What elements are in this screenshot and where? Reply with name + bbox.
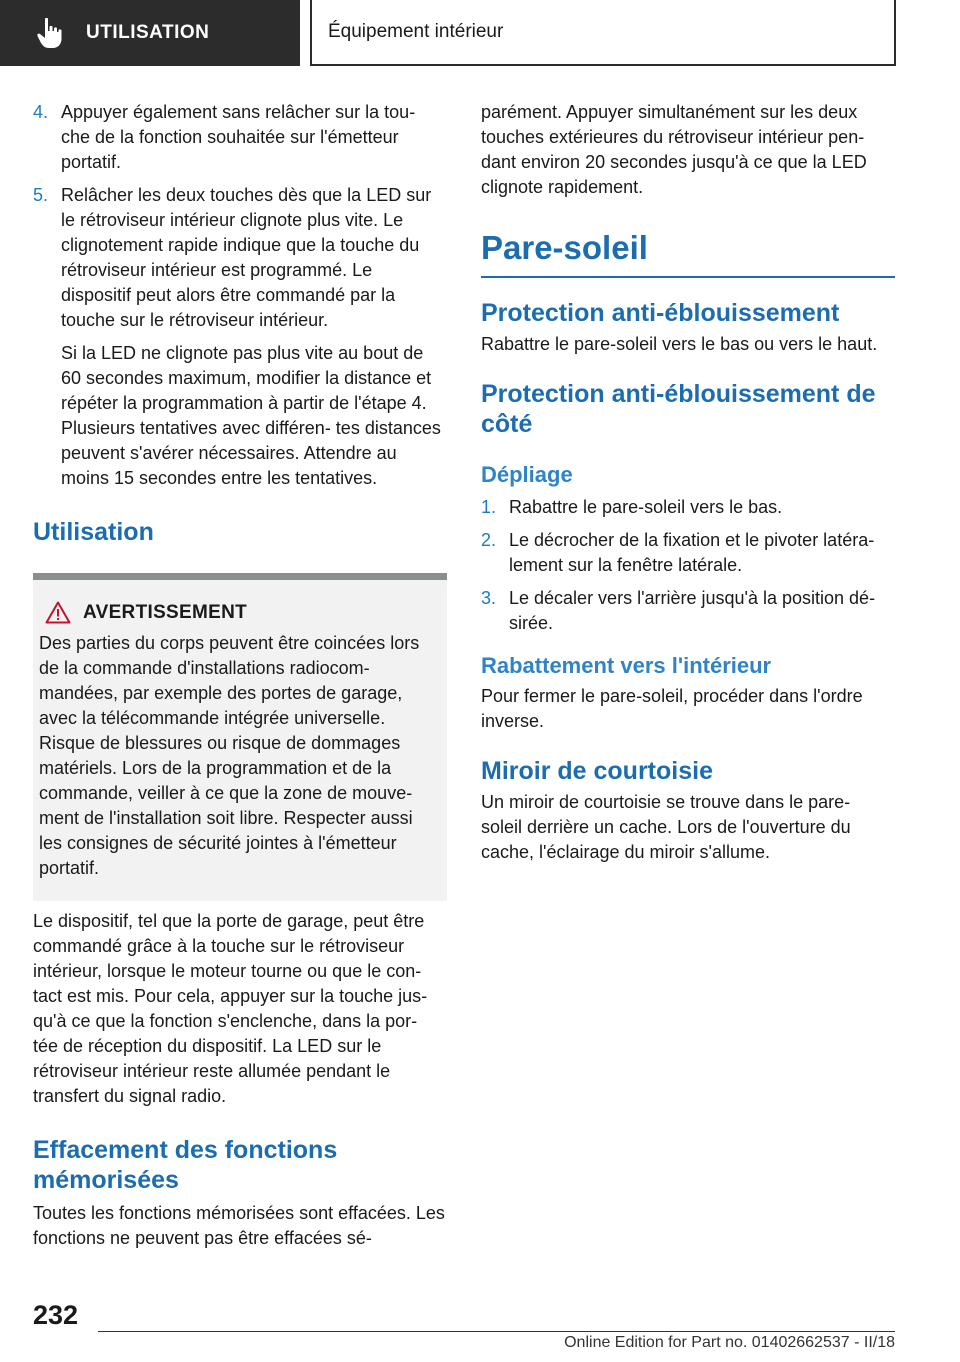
heading-protection: Protection anti-éblouissement — [481, 299, 840, 327]
hand-pointer-icon — [36, 17, 64, 49]
step-number: 2. — [481, 530, 497, 550]
step-number: 3. — [481, 588, 497, 608]
page-number: 232 — [33, 1300, 79, 1330]
step-number: 5. — [33, 185, 49, 205]
warning-title: AVERTISSEMENT — [83, 602, 248, 623]
step-number: 4. — [33, 102, 49, 122]
continuation-text: parément. Appuyer simultanément sur les deux touches extérieures du rétroviseur intérieur pen‐ dant environ 20 secondes jusqu'à ce que la LED clignote rapidement. — [481, 102, 867, 197]
step-text: Si la LED ne clignote pas plus vite au bout de 60 secondes maximum, modifier la distance et répéter la programmation à partir de l'étape 4. Plusieurs tentatives avec différen‐ tes distances peuvent s'avérer nécessaires. Attendre au moins 15 secondes entre les tentatives. — [61, 343, 441, 488]
footer-rule — [98, 1331, 895, 1332]
warning-triangle-icon — [45, 601, 71, 624]
depliage-steps — [481, 495, 895, 636]
utilisation-text: Le dispositif, tel que la porte de garage, peut être commandé grâce à la touche sur le rétroviseur intérieur, lorsque le moteur tourne ou que le con‐ tact est mis. Pour cela, appuyer sur la touche jus‐ qu'à ce que la fonction s'enclenche, dans la por‐ tée de réception du dispositif. La LED sur le rétroviseur intérieur reste allumée pendant le transfert du signal radio. — [33, 911, 428, 1106]
chapter-title: Équipement intérieur — [310, 0, 896, 66]
right-column — [481, 100, 895, 865]
step-text: Le décrocher de la fixation et le pivoter latéra‐ lement sur la fenêtre latérale. — [509, 530, 875, 575]
heading-rabattement: Rabattement vers l'intérieur — [481, 653, 772, 678]
section-title: UTILISATION — [86, 22, 210, 43]
heading-rule — [481, 276, 895, 278]
rabattement-text: Pour fermer le pare-soleil, procéder dans l'ordre inverse. — [481, 686, 863, 731]
left-column — [33, 100, 447, 1251]
protection-text: Rabattre le pare-soleil vers le bas ou vers le haut. — [481, 334, 878, 354]
step-item — [33, 100, 447, 175]
heading-protection-cote: Protection anti-éblouissement de côté — [481, 380, 876, 438]
step-text: Le décaler vers l'arrière jusqu'à la position dé‐ sirée. — [509, 588, 876, 633]
step-text: Rabattre le pare-soleil vers le bas. — [509, 497, 783, 517]
miroir-text: Un miroir de courtoisie se trouve dans le pare- soleil derrière un cache. Lors de l'ouverture du cache, l'éclairage du miroir s'allume. — [481, 792, 851, 862]
programming-steps — [33, 100, 447, 491]
heading-utilisation: Utilisation — [33, 518, 154, 546]
heading-depliage: Dépliage — [481, 462, 573, 487]
step-text: Relâcher les deux touches dès que la LED sur le rétroviseur intérieur clignote plus vite. Le clignotement rapide indique que la touche du rétroviseur intérieur est programmé. Le dispositif peut alors être commandé par la touche sur le rétroviseur intérieur. — [61, 185, 432, 330]
step-text: Appuyer également sans relâcher sur la tou‐ che de la fonction souhaitée sur l'émetteur portatif. — [61, 102, 416, 172]
step-item — [481, 586, 895, 636]
step-item — [33, 183, 447, 491]
warning-box — [33, 573, 447, 901]
footer-edition: Online Edition for Part no. 01402662537 - II/18 — [564, 1334, 895, 1351]
warning-bar — [33, 573, 447, 580]
section-tab — [0, 0, 300, 66]
warning-text: Des parties du corps peuvent être coincées lors de la commande d'installations radiocom‐ mandées, par exemple des portes de garage, avec la télécommande intégrée universelle. Risque de blessures ou risque de dommages matériels. Lors de la programmation et de la commande, veiller à ce que la zone de mouve‐ ment de l'installation soit libre. Respecter aussi les consignes de sécurité jointes à l'émetteur portatif. — [39, 633, 420, 878]
step-item — [481, 495, 895, 520]
step-number: 1. — [481, 497, 497, 517]
step-item — [481, 528, 895, 578]
heading-miroir: Miroir de courtoisie — [481, 757, 713, 785]
effacement-text: Toutes les fonctions mémorisées sont effacées. Les fonctions ne peuvent pas être effacées sé‐ — [33, 1203, 445, 1248]
heading-effacement: Effacement des fonctions mémorisées — [33, 1136, 338, 1194]
heading-pare-soleil: Pare-soleil — [481, 229, 648, 266]
